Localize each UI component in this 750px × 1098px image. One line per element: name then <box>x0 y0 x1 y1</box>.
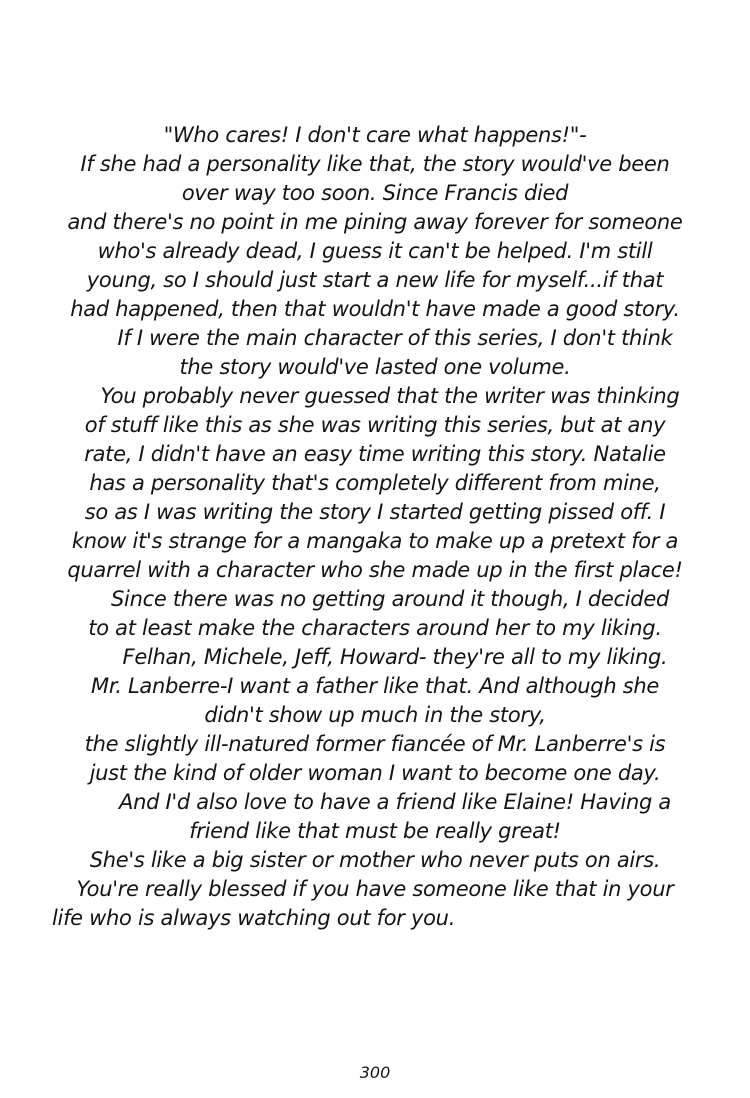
text-line: the slightly ill-natured former fiancée of Mr. Lanberre's is <box>84 732 666 756</box>
text-line: had happened, then that wouldn't have made a good story. <box>70 297 680 321</box>
text-line: rate, I didn't have an easy time writing this story. Natalie <box>84 442 666 466</box>
text-line: friend like that must be really great! <box>189 819 561 843</box>
text-line: Mr. Lanberre-I want a father like that. And although she <box>91 674 659 698</box>
afterword-text <box>40 121 710 933</box>
text-line: has a personality that's completely different from mine, <box>89 471 661 495</box>
text-line: You're really blessed if you have someone like that in your <box>76 877 674 901</box>
text-line: And I'd also love to have a friend like Elaine! Having a <box>119 790 671 814</box>
text-line: quarrel with a character who she made up in the first place! <box>67 558 683 582</box>
text-line: If she had a personality like that, the story would've been <box>80 152 670 176</box>
text-line: just the kind of older woman I want to become one day. <box>89 761 661 785</box>
text-line: didn't show up much in the story, <box>204 703 546 727</box>
text-line: Since there was no getting around it though, I decided <box>111 587 669 611</box>
text-line: to at least make the characters around her to my liking. <box>88 616 662 640</box>
text-line: young, so I should just start a new life for myself...if that <box>86 268 664 292</box>
text-line: You probably never guessed that the writer was thinking <box>100 384 680 408</box>
text-line: If I were the main character of this series, I don't think <box>117 326 673 350</box>
text-line: of stuff like this as she was writing this series, but at any <box>84 413 666 437</box>
text-line: know it's strange for a mangaka to make up a pretext for a <box>71 529 679 553</box>
text-line: Felhan, Michele, Jeff, Howard- they're all to my liking. <box>122 645 668 669</box>
text-line: She's like a big sister or mother who never puts on airs. <box>89 848 661 872</box>
text-line: the story would've lasted one volume. <box>179 355 571 379</box>
text-line: over way too soon. Since Francis died <box>181 181 569 205</box>
page-number: 300 <box>359 1063 391 1082</box>
text-line: who's already dead, I guess it can't be helped. I'm still <box>97 239 653 263</box>
text-line: life who is always watching out for you. <box>52 906 456 930</box>
text-line: "Who cares! I don't care what happens!"- <box>163 123 587 147</box>
text-line: so as I was writing the story I started getting pissed off. I <box>84 500 666 524</box>
text-line: and there's no point in me pining away forever for someone <box>67 210 683 234</box>
